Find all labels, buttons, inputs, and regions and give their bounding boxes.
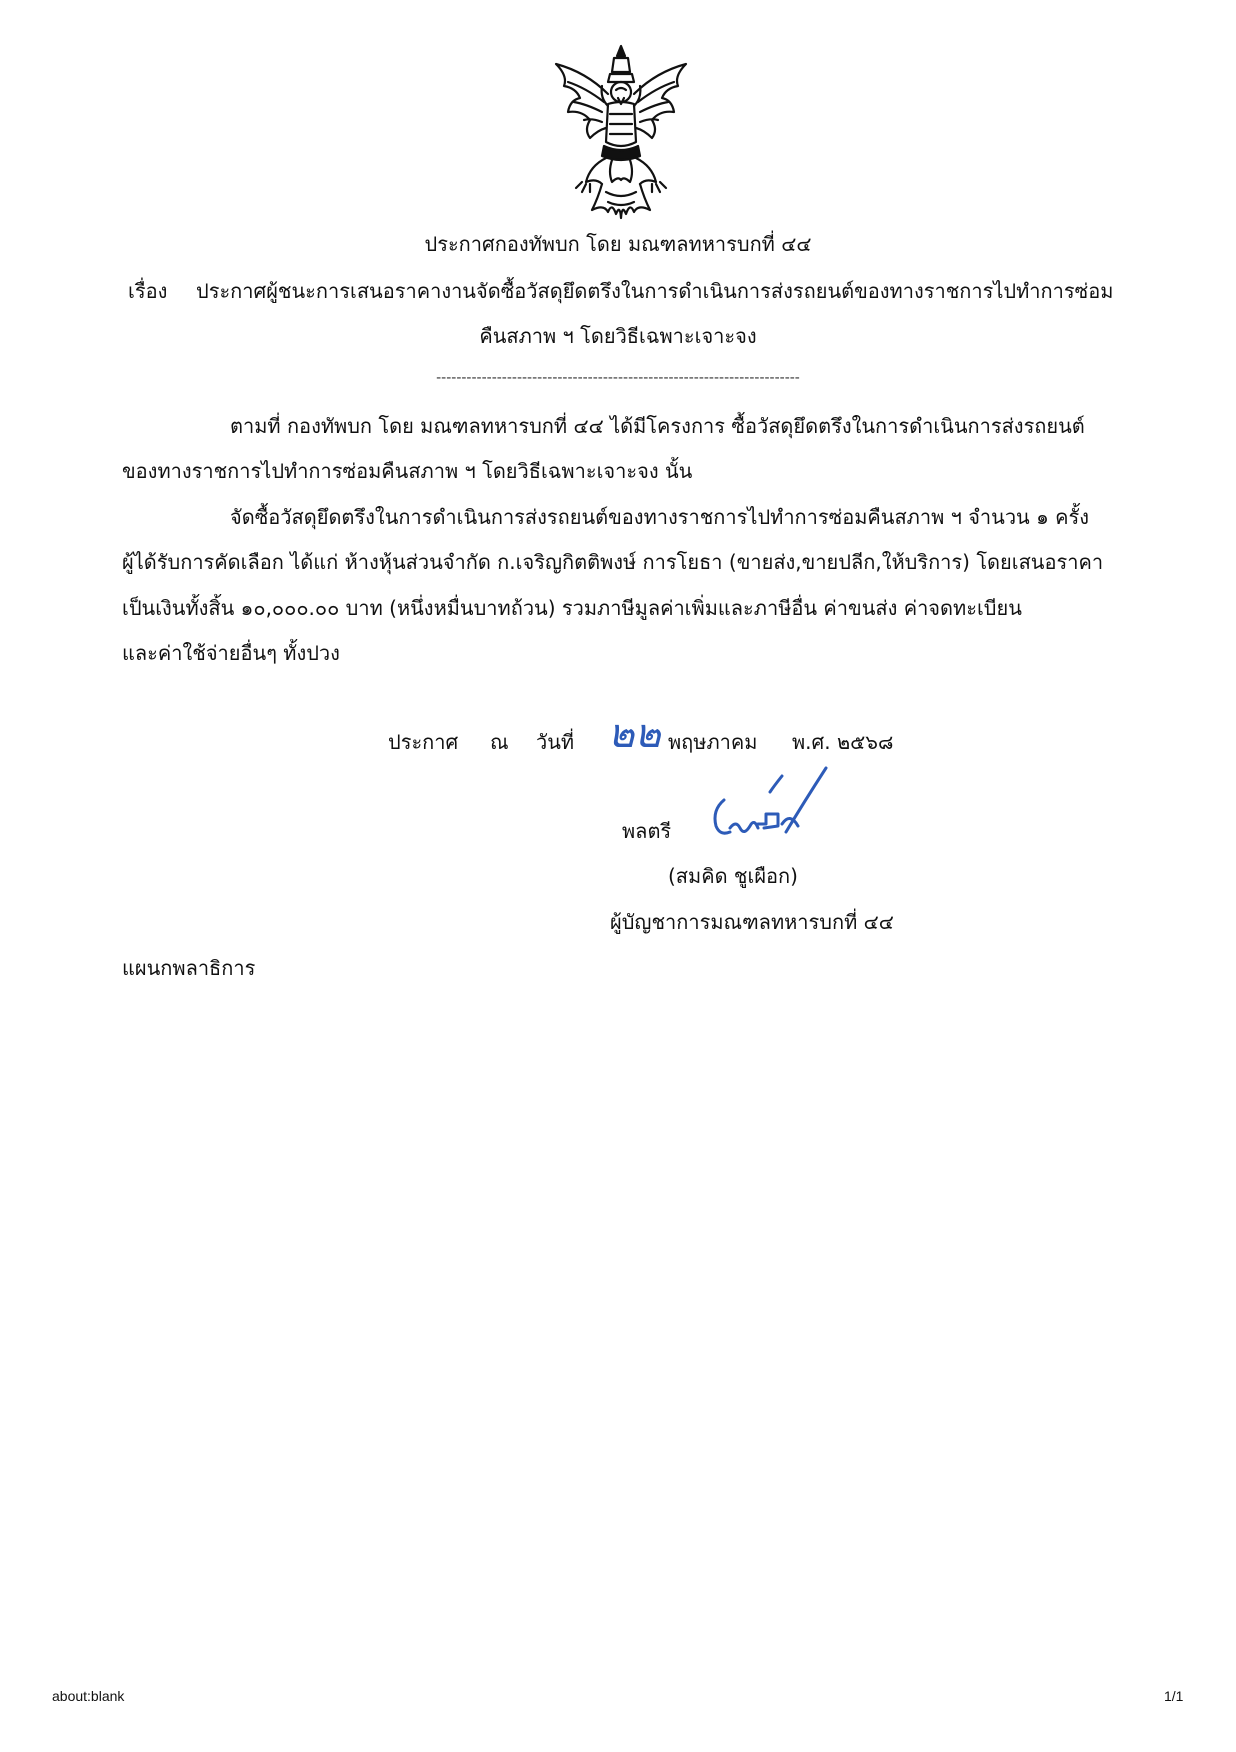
subject-text-line-1: ประกาศผู้ชนะการเสนอราคางานจัดซื้อวัสดุยึดตรึงในการดำเนินการส่งรถยนต์ของทางราชการไปทำการซ่อม [196, 279, 1114, 303]
footer-page-number: 1/1 [1164, 1688, 1184, 1704]
paragraph-1-line-2: ของทางราชการไปทำการซ่อมคืนสภาพ ฯ โดยวิธีเฉพาะเจาะจง นั้น [122, 459, 693, 483]
paragraph-2-line-2: ผู้ได้รับการคัดเลือก ได้แก่ ห้างหุ้นส่วนจำกัด ก.เจริญกิตติพงษ์ การโยธา (ขายส่ง,ขายปลีก,ให้บริการ) โดยเสนอราคา [122, 550, 1104, 574]
paragraph-2-line-4: และค่าใช้จ่ายอื่นๆ ทั้งปวง [122, 641, 340, 665]
signatory-name: (สมคิด ชูเผือก) [668, 864, 798, 888]
paragraph-1-line-1: ตามที่ กองทัพบก โดย มณฑลทหารบกที่ ๔๔ ได้มีโครงการ ซื้อวัสดุยึดตรึงในการดำเนินการส่งรถยนต์ [230, 414, 1085, 438]
signatory-position: ผู้บัญชาการมณฑลทหารบกที่ ๔๔ [610, 910, 894, 934]
subject-label: เรื่อง [128, 279, 168, 303]
subject-text-line-2: คืนสภาพ ฯ โดยวิธีเฉพาะเจาะจง [479, 324, 757, 348]
handwritten-signature-icon [694, 762, 834, 862]
paragraph-2-line-1: จัดซื้อวัสดุยึดตรึงในการดำเนินการส่งรถยนต์ของทางราชการไปทำการซ่อมคืนสภาพ ฯ จำนวน ๑ ครั้ง [230, 505, 1090, 529]
divider-line: ------------------------------------------------------------------------ [436, 370, 800, 386]
announcement-year: พ.ศ. ๒๕๖๘ [792, 730, 894, 754]
announcement-at: ณ [490, 730, 509, 754]
document-title: ประกาศกองทัพบก โดย มณฑลทหารบกที่ ๔๔ [424, 232, 812, 256]
paragraph-2-line-3: เป็นเงินทั้งสิ้น ๑๐,๐๐๐.๐๐ บาท (หนึ่งหมื่นบาทถ้วน) รวมภาษีมูลค่าเพิ่มและภาษีอื่น ค่าขนส่ง ค่าจดทะเบียน [122, 596, 1022, 620]
garuda-emblem-icon [546, 42, 696, 227]
footer-url: about:blank [52, 1688, 125, 1704]
signatory-rank: พลตรี [622, 819, 672, 843]
announcement-day-label: วันที่ [536, 730, 575, 754]
announcement-day-handwritten: ๒๒ [608, 711, 661, 757]
announcement-label: ประกาศ [388, 730, 459, 754]
announcement-month: พฤษภาคม [668, 730, 758, 754]
department-name: แผนกพลาธิการ [122, 956, 256, 980]
